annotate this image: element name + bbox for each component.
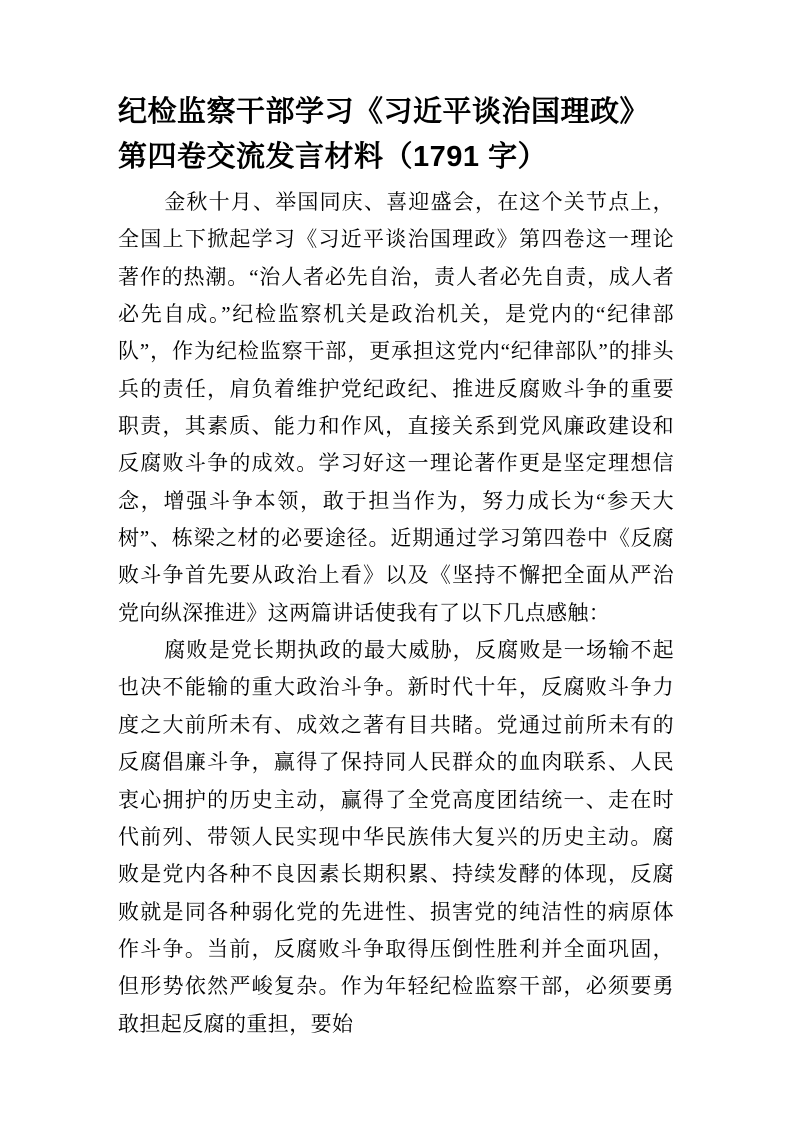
paragraph-2: 腐败是党长期执政的最大威胁，反腐败是一场输不起也决不能输的重大政治斗争。新时代十年，反腐败斗争力度之大前所未有、成效之著有目共睹。党通过前所未有的反腐倡廉斗争，赢得了保持同人民群众的血肉联系、人民衷心拥护的历史主动，赢得了全党高度团结统一、走在时代前列、带领人民实现中华民族伟大复兴的历史主动。腐败是党内各种不良因素长期积累、持续发酵的体现，反腐败就是同各种弱化党的先进性、损害党的纯洁性的病原体作斗争。当前，反腐败斗争取得压倒性胜利并全面巩固，但形势依然严峻复杂。作为年轻纪检监察干部，必须要勇敢担起反腐的重担，要始: [118, 638, 674, 1036]
document-body: [118, 184, 674, 1043]
document-title: 纪检监察干部学习《习近平谈治国理政》第四卷交流发言材料（1791 字）: [118, 96, 650, 173]
document-content: [118, 90, 674, 1043]
paragraph-1: 金秋十月、举国同庆、喜迎盛会，在这个关节点上，全国上下掀起学习《习近平谈治国理政》第四卷这一理论著作的热潮。“治人者必先自治，责人者必先自责，成人者必先自成。”纪检监察机关是政治机关，是党内的“纪律部队”，作为纪检监察干部，更承担这党内“纪律部队”的排头兵的责任，肩负着维护党纪政纪、推进反腐败斗争的重要职责，其素质、能力和作风，直接关系到党风廉政建设和反腐败斗争的成效。学习好这一理论著作更是坚定理想信念，增强斗争本领，敢于担当作为，努力成长为“参天大树”、栋梁之材的必要途径。近期通过学习第四卷中《反腐败斗争首先要从政治上看》以及《坚持不懈把全面从严治党向纵深推进》这两篇讲话使我有了以下几点感触：: [118, 190, 674, 625]
